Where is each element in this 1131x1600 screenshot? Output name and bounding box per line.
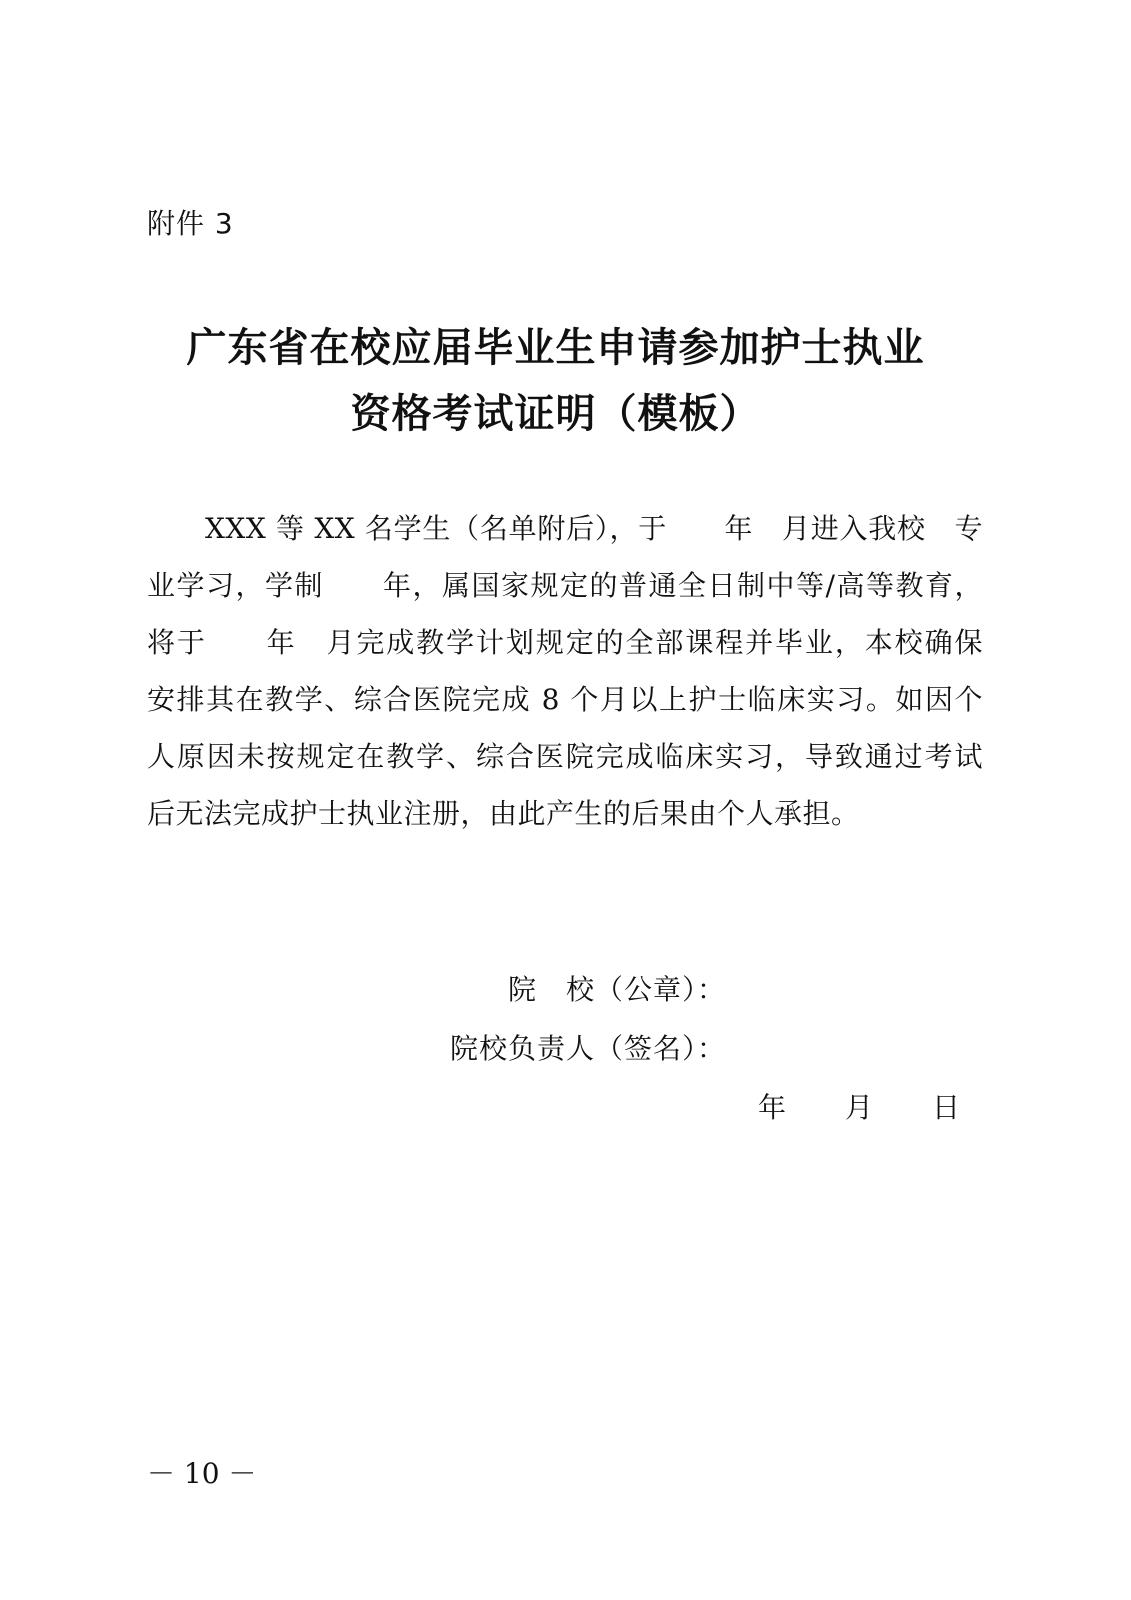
body-line-4: 安排其在教学、综合医院完成 8 个月以上护士临床实习。如因个: [147, 683, 983, 716]
body-line-5: 人原因未按规定在教学、综合医院完成临床实习，导致通过考试: [147, 740, 983, 773]
body-line-2: 业学习，学制 年，属国家规定的普通全日制中等/高等教育，: [147, 569, 983, 602]
date-line: 年 月 日: [758, 1091, 962, 1124]
body-line-3: 将于 年 月完成教学计划规定的全部课程并毕业，本校确保: [147, 626, 983, 659]
attachment-label: 附件 3: [147, 207, 234, 240]
body-paragraph: [147, 500, 983, 842]
document-title-line-2: 资格考试证明（模板）: [350, 391, 761, 437]
body-line-6: 后无法完成护士执业注册，由此产生的后果由个人承担。: [147, 797, 860, 830]
body-line-1: XXX 等 XX 名学生（名单附后），于 年 月进入我校 专: [205, 512, 983, 545]
page-number: － 10 －: [147, 1457, 257, 1490]
leader-signature-label: 院校负责人（签名）：: [450, 1032, 727, 1065]
document-title-line-1: 广东省在校应届毕业生申请参加护士执业: [186, 325, 925, 371]
school-seal-label: 院 校（公章）：: [508, 973, 727, 1006]
